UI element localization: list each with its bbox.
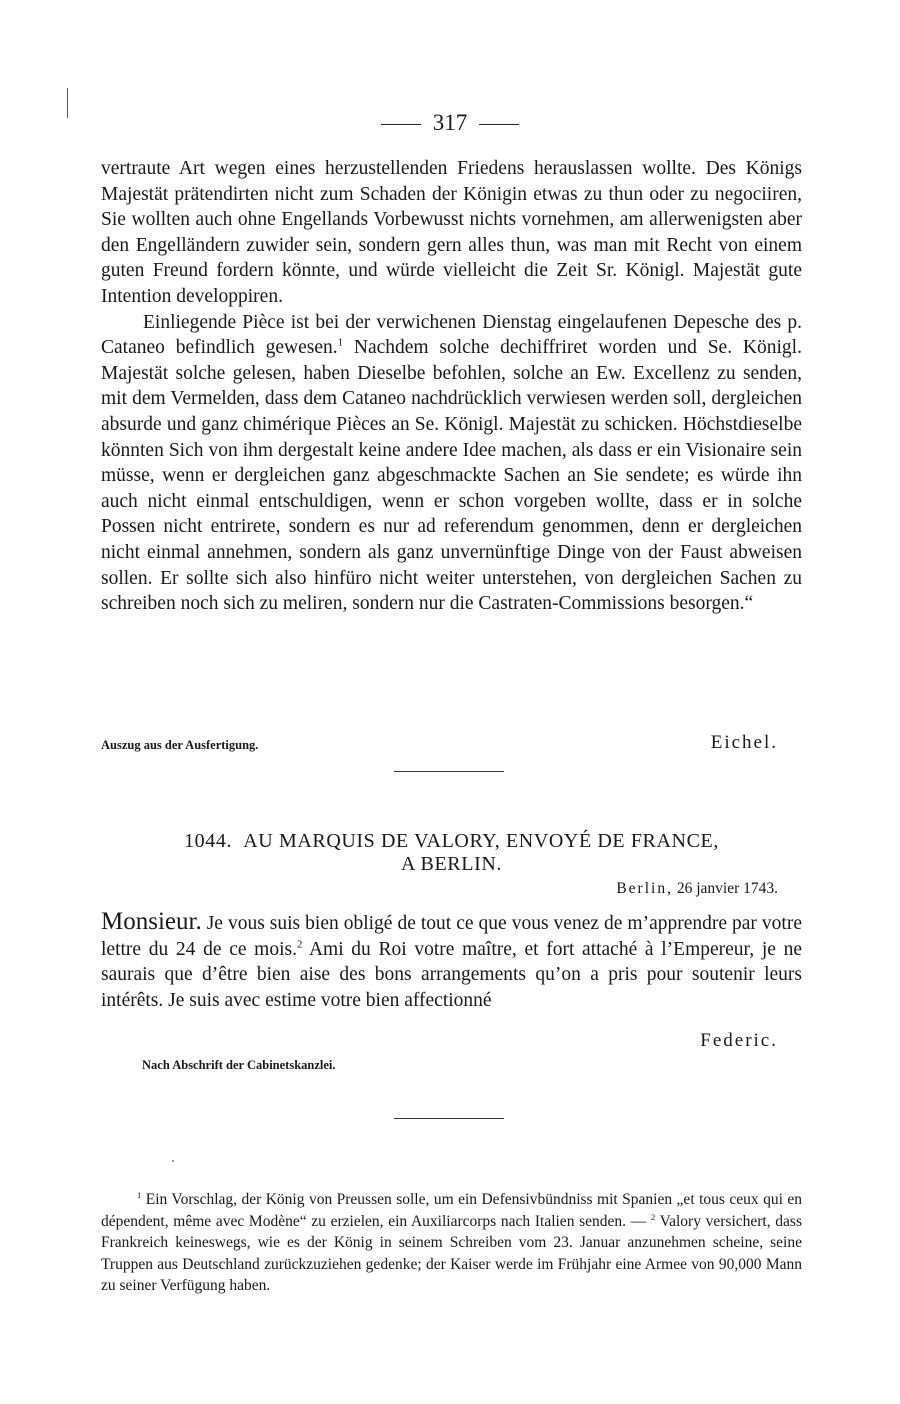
letter-text-part-b: Ami du Roi votre maître, et fort attaché à l’Empereur, je ne saurais que d’être bien aise des bons arrangements qu’on a pris pour soutenir leurs intérêts. Je suis avec estime votre bien affectionné	[101, 938, 802, 1011]
date-value: 26 janvier 1743.	[676, 880, 778, 897]
main-text	[101, 156, 802, 617]
footnote-marker-2: 2	[650, 1211, 656, 1222]
signature-federic: Federic.	[700, 1030, 778, 1051]
header-dash-right	[479, 124, 519, 125]
letter-salutation: Monsieur.	[101, 908, 202, 935]
paragraph-2	[101, 310, 802, 617]
paragraph-1: vertraute Art wegen eines herzustellenden Friedens herauslassen wollte. Des Königs Majestät prätendirten nicht zum Schaden der Königin etwas zu thun oder zu negociiren, Sie wollten auch ohne Engellands Vorbewusst nichts vornehmen, am allerwenigsten aber den Engelländern zuwider sein, sondern gern alles thun, was man mit Recht von einem guten Freund fordern könnte, und würde vielleicht die Zeit Sr. Königl. Majestät gute Intention developpiren.	[101, 158, 802, 307]
section-divider-2	[394, 1118, 504, 1119]
footnotes	[101, 1189, 802, 1297]
footnote-text-2: Valory versichert, dass Frankreich keineswegs, wie es der König in seinem Schreiben vom 23. Januar anzunehmen scheine, seine Truppen aus Deutschland zurückzuziehen gedenke; der Kaiser werde im Frühjahr eine Armee von 90,000 Mann zu seiner Verfügung haben.	[101, 1212, 803, 1294]
page-number: 317	[432, 110, 468, 135]
footnote-ref-2: 2	[296, 938, 303, 951]
letter-text-part-a: Je vous suis bien obligé de tout ce que vous venez de m’apprendre par votre lettre du 24 de ce mois.	[101, 913, 802, 960]
document-title-line-2: A BERLIN.	[401, 853, 502, 875]
paragraph-2-part-b: Nachdem solche dechiffriret worden und Se. Königl. Majestät solche gelesen, haben Dieselbe befohlen, solche an Ew. Excellenz zu senden, mit dem Vermelden, dass dem Cataneo nachdrücklich verwiesen werden soll, dergleichen absurde und ganz chimérique Pièces an Se. Königl. Majestät zu schicken. Höchstdieselbe könnten Sich von ihm dergestalt keine andere Idee machen, als dass er ein Visionaire sein müsse, wenn er dergleichen ganz abgeschmackte Sachen an Sie sendete; es würde ihn auch nicht einmal entschuldigen, wenn er schon vorgeben wollte, dass er in solche Possen nicht entrirete, sondern es nur ad referendum genommen, denn er dergleichen nicht einmal annehmen, sondern als ganz unvernünftige Dinge von der Faust abweisen sollen. Er sollte sich also hinfüro nicht weiter unterstehen, von dergleichen Sachen zu schreiben noch sich zu meliren, sondern nur die Castraten-Commissions besorgen.“	[101, 337, 802, 615]
footnote-block	[101, 1189, 802, 1297]
stray-dot	[172, 1160, 174, 1162]
source-line-1	[101, 732, 778, 753]
document-heading-line-1	[101, 830, 802, 853]
signature-eichel: Eichel.	[710, 732, 778, 753]
paragraph-2-part-a: Einliegende Pièce ist bei der verwichenen Dienstag eingelaufenen Depesche des p. Cataneo befindlich gewesen.	[101, 311, 802, 359]
letter-body	[101, 909, 802, 1013]
document-title-line-1: AU MARQUIS DE VALORY, ENVOYÉ DE FRANCE,	[243, 830, 719, 852]
letter-paragraph	[101, 909, 802, 1013]
page-header	[0, 110, 900, 136]
source-note-2: Nach Abschrift der Cabinetskanzlei.	[142, 1058, 336, 1072]
document-heading	[101, 830, 802, 876]
footnote-marker-1: 1	[137, 1189, 142, 1200]
document-number: 1044.	[184, 830, 233, 852]
footnote-text-1: Ein Vorschlag, der König von Preussen solle, um ein Defensivbündniss mit Spanien „et tous ceux qui en dépendent, même avec Modène“ zu erzielen, ein Auxiliarcorps nach Italien senden. —	[101, 1191, 802, 1230]
document-date	[101, 880, 778, 898]
date-place: Berlin,	[616, 880, 673, 897]
header-dash-left	[381, 124, 421, 125]
footnote-ref-1: 1	[337, 336, 344, 349]
source-note-1: Auszug aus der Ausfertigung.	[101, 738, 259, 752]
section-divider-1	[394, 771, 504, 772]
